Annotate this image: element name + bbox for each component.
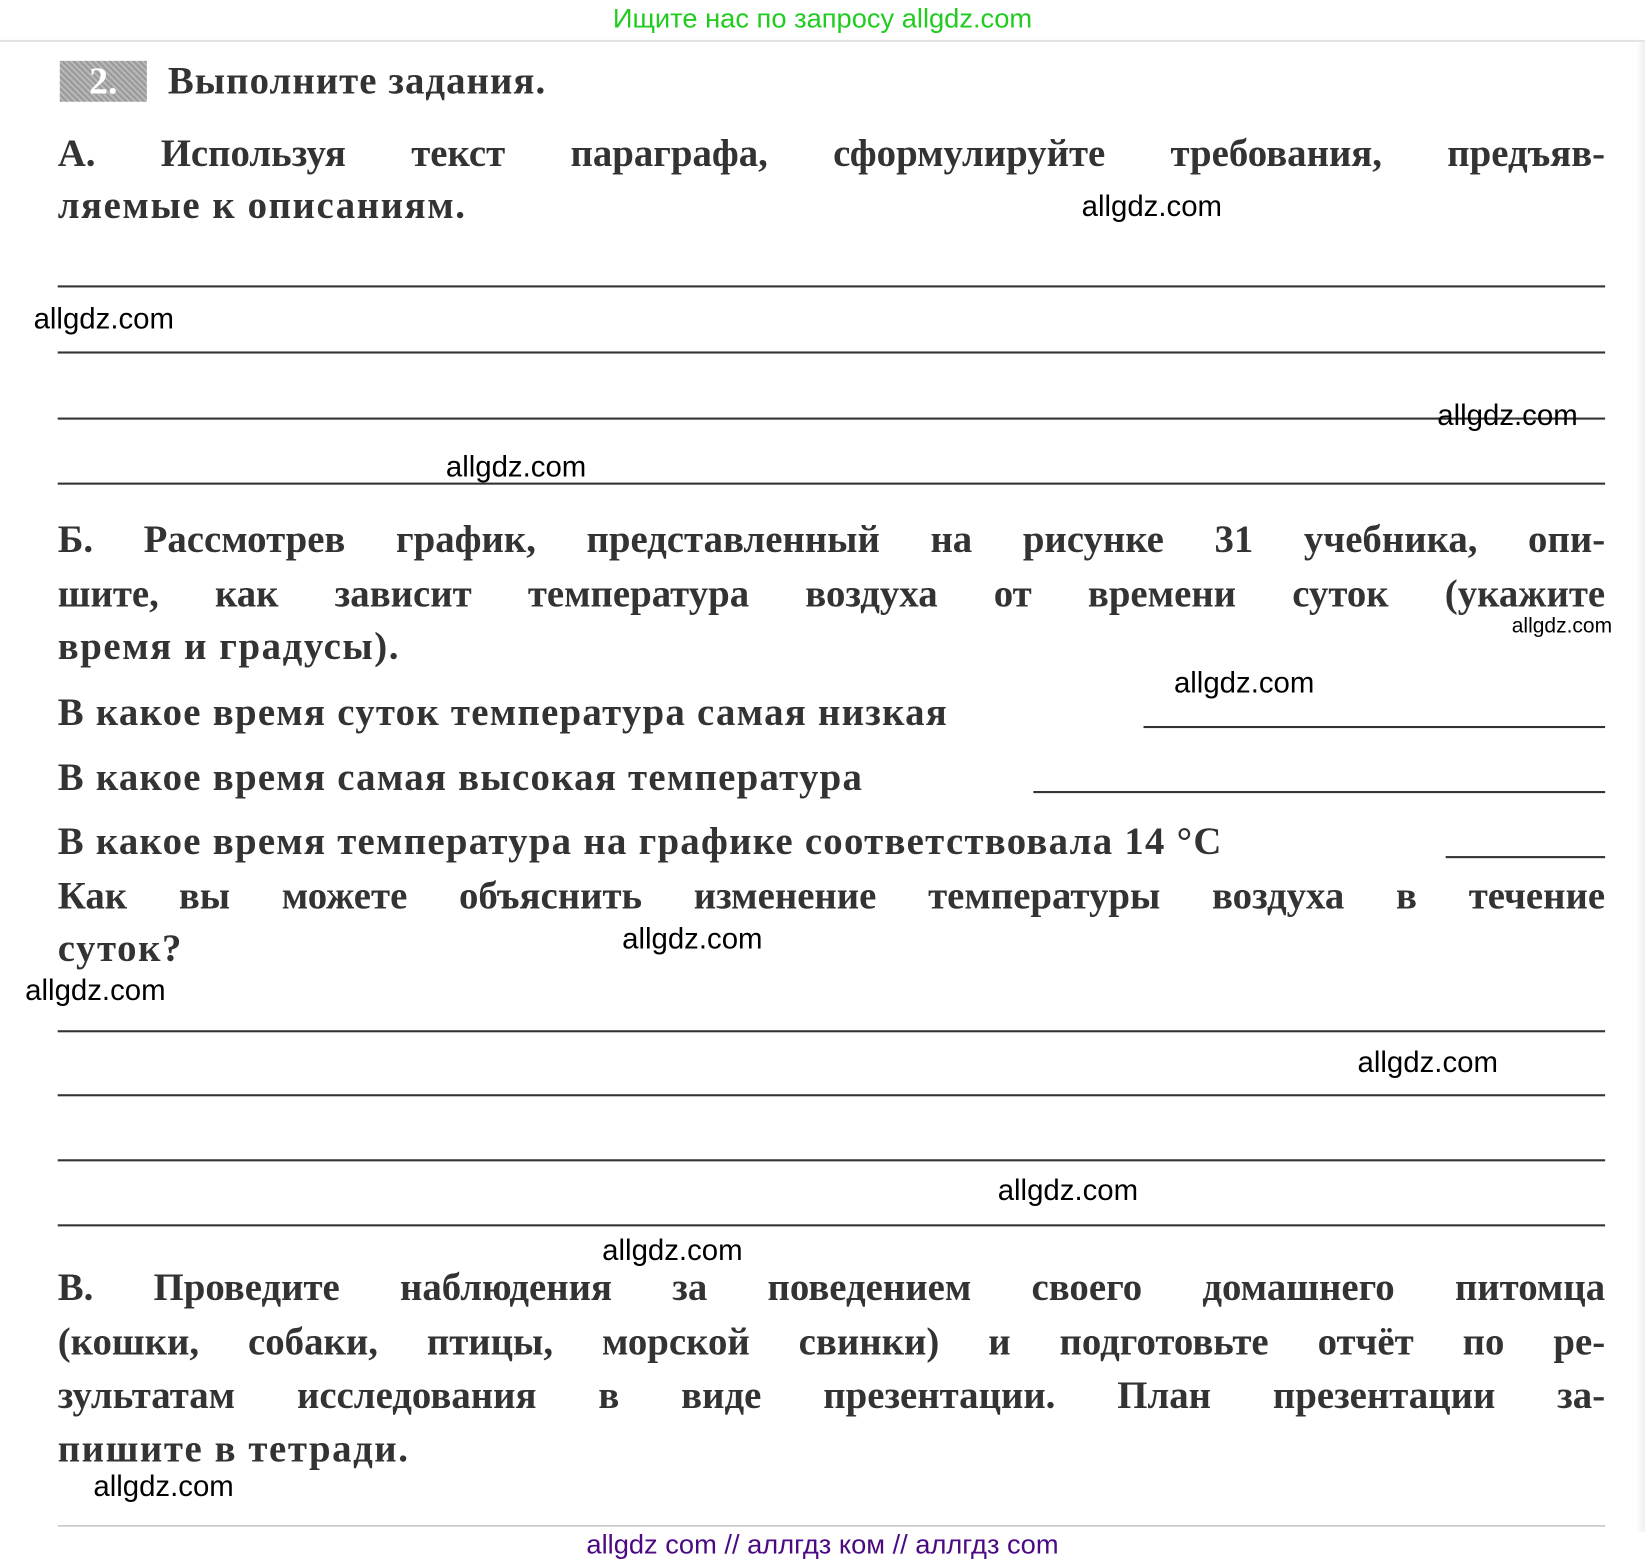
answer-line xyxy=(58,418,1605,420)
watermark: allgdz.com xyxy=(622,922,763,955)
watermark: allgdz.com xyxy=(602,1233,743,1267)
watermark: allgdz.com xyxy=(997,1173,1139,1207)
watermark: allgdz.com xyxy=(1357,1045,1498,1079)
watermark: allgdz.com xyxy=(445,450,587,483)
part-c-line: (кошки, собаки, птицы, морской свинки) и подготовьте отчёт по ре- xyxy=(57,1320,1606,1364)
top-banner: Ищите нас по запросу allgdz.com xyxy=(612,2,1033,34)
question-explain: суток? xyxy=(57,927,184,971)
answer-line xyxy=(58,483,1605,485)
question-explain: Как вы можете объяснить изменение температуры воздуха в течение xyxy=(57,874,1606,918)
part-c-line: зультатам исследования в виде презентации. План презентации за- xyxy=(57,1374,1606,1418)
answer-line xyxy=(58,351,1605,353)
watermark: allgdz.com xyxy=(1081,189,1223,223)
answer-line xyxy=(58,1159,1605,1161)
page-edge-right xyxy=(1637,42,1645,1532)
part-b-line: Б. Рассмотрев график, представленный на рисунке 31 учебника, опи- xyxy=(57,518,1606,562)
watermark: allgdz.com xyxy=(33,302,174,335)
watermark: allgdz.com xyxy=(25,973,166,1007)
answer-line xyxy=(58,1224,1605,1226)
answer-line xyxy=(58,285,1605,287)
watermark: allgdz.com xyxy=(1437,398,1578,432)
task-title: Выполните задания. xyxy=(167,59,547,103)
part-b-line: шите, как зависит температура воздуха от времени суток (укажите xyxy=(57,572,1606,616)
task-number-badge: 2. xyxy=(60,61,147,102)
part-c-line: В. Проведите наблюдения за поведением своего домашнего питомца xyxy=(57,1266,1606,1310)
answer-line xyxy=(1033,791,1605,793)
answer-line xyxy=(1144,726,1606,728)
page-edge xyxy=(0,40,1645,42)
watermark: allgdz.com xyxy=(93,1469,234,1503)
page-bottom-rule xyxy=(58,1525,1605,1526)
footer-banner: allgdz com // аллгдз ком // аллгдз com xyxy=(586,1528,1059,1561)
part-b-line: время и градусы). xyxy=(57,625,401,669)
question-14-degrees: В какое время температура на графике соответствовала 14 °С xyxy=(57,820,1223,864)
part-a-line: А. Используя текст параграфа, сформулируйте требования, предъяв- xyxy=(57,132,1606,176)
watermark: allgdz.com xyxy=(1511,614,1613,638)
answer-line xyxy=(1446,856,1605,858)
answer-line xyxy=(58,1094,1605,1096)
question-highest-temp: В какое время самая высокая температура xyxy=(57,756,864,800)
part-c-line: пишите в тетради. xyxy=(57,1427,410,1471)
watermark: allgdz.com xyxy=(1173,666,1315,699)
part-a-line: ляемые к описаниям. xyxy=(57,184,467,228)
question-lowest-temp: В какое время суток температура самая низкая xyxy=(57,691,949,735)
answer-line xyxy=(58,1030,1605,1032)
